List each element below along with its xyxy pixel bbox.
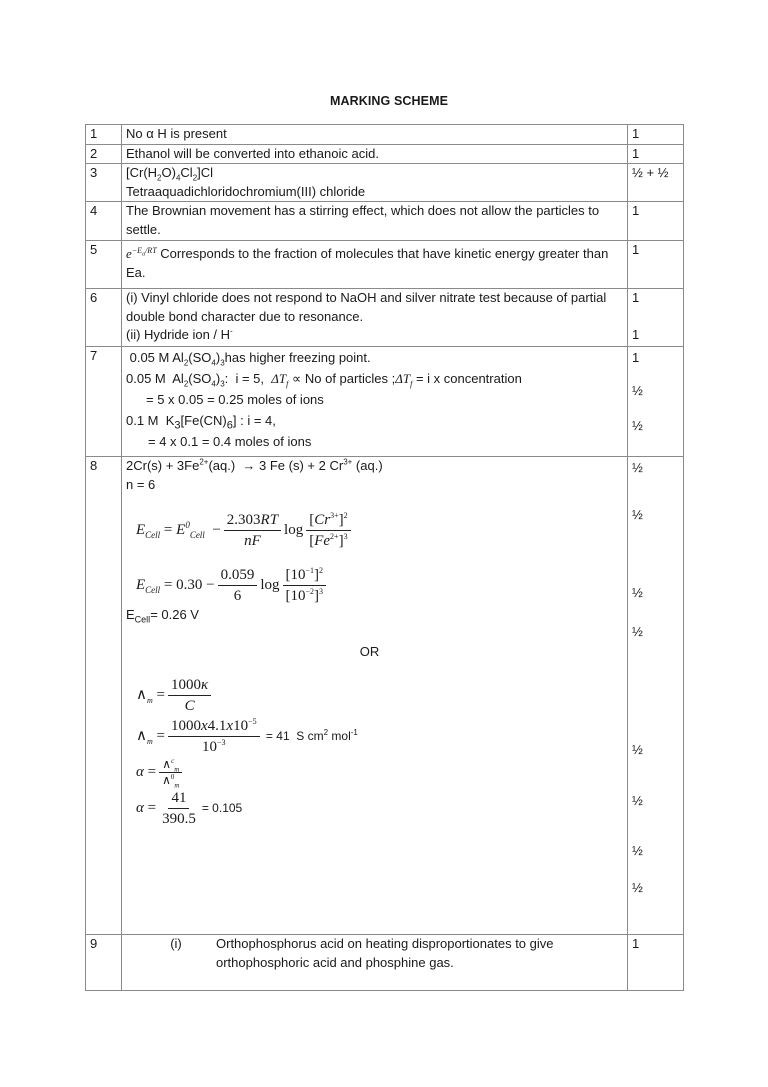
table-row (86, 457, 684, 935)
marks: ½ (632, 418, 643, 433)
answer-line: 0.05 M $Al_2(SO_4)_3has$ higher freezing point. (126, 350, 371, 368)
marks: ½ (632, 460, 643, 475)
marks: ½ (632, 585, 643, 600)
arrhenius-factor: $e^{-E_a/RT}$ (126, 245, 157, 261)
marks-part-ii: 1 (632, 326, 640, 342)
answer-line: 0.05 M $Al_2(SO_4)_3$: i = 5, $\Delta T_f \propto No$ of particles $;\Delta T_f = i$ x concentration (126, 371, 522, 389)
marks: 1 (632, 350, 640, 365)
answer-text: Corresponds to the fraction of molecules that have kinetic energy greater than Ea. (126, 246, 609, 280)
marks-cell (628, 347, 684, 457)
question-number: 7 (86, 347, 122, 457)
marks: ½ (632, 506, 643, 522)
question-number: 9 (86, 935, 122, 991)
answer-cell (122, 347, 628, 457)
marks: ½ (632, 843, 643, 858)
answer-cell (122, 935, 628, 991)
molar-conductivity-definition: $\wedge_m$ = $\frac{1000\kappa}{C}$ (126, 675, 623, 716)
marks: 1 (628, 202, 684, 241)
nernst-substitution: $E_{Cell}$ = 0.30 − $\frac{0.059}{6}$ log $\frac{[10^{-1}]^2}{[10^{-2}]^3}$ (126, 565, 623, 606)
marks-cell (628, 289, 684, 347)
marks: 1 (628, 935, 684, 991)
answer-line: = 4 x 0.1 = 0.4 moles of ions (148, 434, 312, 449)
or-separator: OR (359, 643, 380, 659)
question-number: 6 (86, 289, 122, 347)
molar-conductivity-calculation: $\wedge_m$ = $\frac{1000x4.1x10^{-5}}{10^{-3}}$ = 41 S $cm^2$ mol$^{-1}$ (136, 717, 358, 755)
sub-part-label: (i) (170, 936, 182, 951)
marks: 1 (628, 241, 684, 289)
answer-cell: (i) Vinyl chloride does not respond to NaOH and silver nitrate test because of partial double bond character due to resonance. (ii) Hydride ion / H- (122, 289, 628, 347)
answer-cell (122, 457, 628, 935)
table-row (86, 125, 684, 145)
question-number: 2 (86, 144, 122, 164)
question-number: 1 (86, 125, 122, 145)
table-row (86, 144, 684, 164)
marking-scheme-table (85, 124, 684, 991)
complex-name: Tetraaquadichloridochromium(III) chloride (126, 183, 366, 199)
answer-line: = 5 x 0.05 = 0.25 moles of ions (146, 392, 324, 407)
question-number: 3 (86, 164, 122, 202)
complex-formula: $[Cr(H_2O)_4Cl_2]Cl$ (126, 165, 214, 183)
table-row (86, 935, 684, 991)
degree-of-dissociation-calculation: α = $\frac{41}{390.5}$ = 0.105 (136, 790, 243, 827)
answer-cell (122, 164, 628, 202)
marks: ½ (632, 879, 643, 895)
marks: 1 (628, 125, 684, 145)
question-number: 4 (86, 202, 122, 241)
marks: ½ (632, 742, 643, 757)
degree-of-dissociation-definition: α = $\frac{\wedge^c_m}{\wedge^0_m}$ (126, 757, 623, 788)
answer-text: The Brownian movement has a stirring effect, which does not allow the particles to settle. (122, 202, 628, 241)
marks: ½ + ½ (628, 164, 684, 202)
answer-cell (122, 241, 628, 289)
answer-text: No α H is present (122, 125, 628, 145)
reaction-equation: $2Cr(s) + 3Fe^{2+}(aq.) \to 3$ Fe (s) + 2 $Cr^{3+}$ (aq.) (126, 457, 383, 473)
nernst-equation: $E_{Cell}$ = $E^0_{Cell}$ − $\frac{2.303RT}{nF}$ log $\frac{[Cr^{3+}]^2}{[Fe^{2+}]^3}$ (126, 510, 623, 551)
question-number: 8 (86, 457, 122, 935)
table-row (86, 241, 684, 289)
question-number: 5 (86, 241, 122, 289)
answer-part-ii: (ii) Hydride ion / H (126, 327, 231, 342)
marks-part-i: 1 (632, 290, 640, 305)
marks: 1 (628, 144, 684, 164)
answer-line: 0.1 M $K_3[Fe(CN)_6]$ : i = 4, (126, 413, 276, 432)
electron-count: n = 6 (126, 476, 156, 492)
marks: ½ (632, 383, 643, 398)
cell-potential-result: $E_{Cell}= 0.26$ V (126, 607, 199, 625)
marks: ½ (632, 623, 643, 639)
marks-cell (628, 457, 684, 935)
page-title: MARKING SCHEME (329, 94, 449, 108)
table-row (86, 202, 684, 241)
answer-text: Ethanol will be converted into ethanoic acid. (122, 144, 628, 164)
answer-part-i: (i) Vinyl chloride does not respond to NaOH and silver nitrate test because of partial double bond character due to resonance. (126, 290, 607, 324)
table-row (86, 289, 684, 347)
table-row (86, 347, 684, 457)
marks: ½ (632, 792, 643, 808)
table-row (86, 164, 684, 202)
answer-text: Orthophosphorus acid on heating disproportionates to give orthophosphoric acid and phosphine gas. (216, 936, 554, 970)
